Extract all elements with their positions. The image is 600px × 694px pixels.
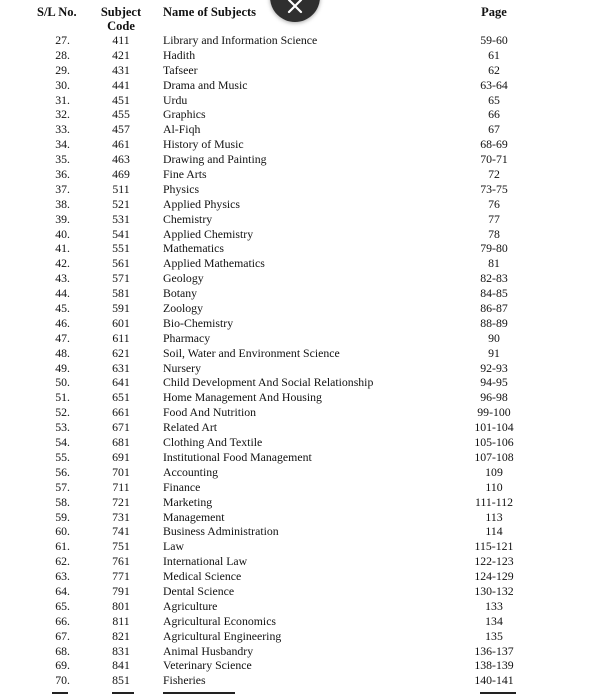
sl-no-cell: 34.: [55, 137, 70, 152]
page-cell: 133: [485, 598, 503, 613]
subject-name-cell: Applied Chemistry: [163, 226, 254, 241]
table-row: [0, 420, 600, 435]
subject-code-cell: 711: [112, 479, 130, 494]
subject-code-cell: 511: [112, 181, 130, 196]
page-cell: 91: [488, 345, 500, 360]
page-cell: 99-100: [477, 405, 511, 420]
table-row: [0, 33, 600, 48]
subject-name-cell: Related Art: [163, 420, 218, 435]
subject-name-cell: Geology: [163, 271, 204, 286]
table-row: [0, 390, 600, 405]
page-cell: 78: [488, 226, 500, 241]
sl-no-cell: 37.: [55, 181, 70, 196]
subject-code-cell: 631: [112, 360, 130, 375]
header-page: Page: [481, 5, 507, 19]
subject-name-cell: Food And Nutrition: [163, 405, 257, 420]
header-subject-code: [97, 5, 145, 33]
table-row: [0, 614, 600, 629]
page-cell: 61: [488, 47, 500, 62]
table-row: [0, 644, 600, 659]
sl-no-cell: 28.: [55, 47, 70, 62]
page-cell: 72: [488, 167, 500, 182]
subject-code-cell: 571: [112, 271, 130, 286]
table-row: [0, 122, 600, 137]
sl-no-cell: 38.: [55, 196, 70, 211]
subject-name-cell: Dental Science: [163, 583, 235, 598]
sl-no-cell: 47.: [55, 330, 70, 345]
subject-code-cell: 691: [112, 449, 130, 464]
sl-no-cell: 46.: [55, 315, 70, 330]
page-cell: 92-93: [480, 360, 508, 375]
subject-code-cell: 561: [112, 256, 130, 271]
subject-name-cell: Bio-Chemistry: [163, 315, 234, 330]
table-row: [0, 93, 600, 108]
page-cell: 136-137: [474, 643, 514, 658]
subject-name-cell: Drawing and Painting: [163, 152, 267, 167]
page-cell: 84-85: [480, 286, 508, 301]
page-cell: 62: [488, 62, 500, 77]
sl-no-cell: 50.: [55, 375, 70, 390]
sl-no-cell: 42.: [55, 256, 70, 271]
page-cell: 140-141: [474, 673, 514, 688]
sl-no-cell: 58.: [55, 494, 70, 509]
subject-name-cell: Soil, Water and Environment Science: [163, 345, 340, 360]
subject-name-cell: Nursery: [163, 360, 202, 375]
subject-name-cell: Agriculture: [163, 598, 218, 613]
subject-name-cell: Botany: [163, 286, 198, 301]
subject-name-cell: Animal Husbandry: [163, 643, 254, 658]
sl-no-cell: 68.: [55, 643, 70, 658]
sl-no-cell: 55.: [55, 449, 70, 464]
table-row: [0, 63, 600, 78]
table-row: [0, 599, 600, 614]
sl-no-cell: 49.: [55, 360, 70, 375]
table-row: [0, 435, 600, 450]
sl-no-cell: 54.: [55, 435, 70, 450]
subject-code-cell: 751: [112, 539, 130, 554]
subject-code-cell: 455: [112, 107, 130, 122]
subject-name-cell: Al-Fiqh: [163, 122, 201, 137]
subject-name-cell: Urdu: [163, 92, 188, 107]
sl-no-cell: 33.: [55, 122, 70, 137]
subject-name-cell: Finance: [163, 479, 201, 494]
page-cell: 81: [488, 256, 500, 271]
subject-code-cell: 531: [112, 211, 130, 226]
subject-code-cell: 741: [112, 524, 130, 539]
subject-code-cell: 841: [112, 658, 130, 673]
page-cell: 94-95: [480, 375, 508, 390]
subject-name-cell: Chemistry: [163, 211, 213, 226]
page-cell: 65: [488, 92, 500, 107]
sl-no-cell: 44.: [55, 286, 70, 301]
subject-code-cell: 671: [112, 420, 130, 435]
page-cell: 138-139: [474, 658, 514, 673]
page-cell: 134: [485, 613, 503, 628]
table-row: [0, 331, 600, 346]
subject-code-cell: 611: [112, 330, 130, 345]
subject-code-cell: 801: [112, 598, 130, 613]
table-row: [0, 361, 600, 376]
table-row: [0, 271, 600, 286]
page-cell: 77: [488, 211, 500, 226]
table-row: [0, 182, 600, 197]
page-cell: 73-75: [480, 181, 508, 196]
page-cell: 79-80: [480, 241, 508, 256]
sl-no-cell: 40.: [55, 226, 70, 241]
table-row: [0, 495, 600, 510]
sl-no-cell: 53.: [55, 420, 70, 435]
subject-name-cell: Child Development And Social Relationship: [163, 375, 374, 390]
subject-name-cell: Drama and Music: [163, 77, 248, 92]
table-row: [0, 286, 600, 301]
page-cell: 124-129: [474, 569, 514, 584]
table-row: [0, 539, 600, 554]
table-row: [0, 197, 600, 212]
table-row: [0, 405, 600, 420]
sl-no-cell: 64.: [55, 583, 70, 598]
subject-name-cell: Fine Arts: [163, 167, 207, 182]
subject-code-cell: 761: [112, 554, 130, 569]
subject-name-cell: Agricultural Economics: [163, 613, 277, 628]
subject-code-cell: 821: [112, 628, 130, 643]
subject-code-cell: 551: [112, 241, 130, 256]
subject-code-cell: 851: [112, 673, 130, 688]
table-row: [0, 569, 600, 584]
subject-name-cell: Accounting: [163, 464, 219, 479]
subject-name-cell: Hadith: [163, 47, 196, 62]
table-row: [0, 227, 600, 242]
subject-code-cell: 731: [112, 509, 130, 524]
subject-name-cell: Graphics: [163, 107, 206, 122]
subject-code-cell: 421: [112, 47, 130, 62]
sl-no-cell: 52.: [55, 405, 70, 420]
page-cell: 110: [485, 479, 503, 494]
subject-name-cell: History of Music: [163, 137, 244, 152]
sl-no-cell: 45.: [55, 301, 70, 316]
page-cell: 70-71: [480, 152, 508, 167]
sl-no-cell: 57.: [55, 479, 70, 494]
subject-name-cell: Business Administration: [163, 524, 279, 539]
subject-name-cell: Tafseer: [163, 62, 198, 77]
table-row: [0, 629, 600, 644]
subject-name-cell: Fisheries: [163, 673, 206, 688]
subject-name-cell: Applied Physics: [163, 196, 241, 211]
sl-no-cell: 48.: [55, 345, 70, 360]
subject-code-cell: 721: [112, 494, 130, 509]
table-row: [0, 301, 600, 316]
table-row: [0, 480, 600, 495]
page-cell: 101-104: [474, 420, 514, 435]
header-subject-code-line2: Code: [107, 19, 135, 33]
sl-no-cell: 70.: [55, 673, 70, 688]
table-row: [0, 48, 600, 63]
subject-code-cell: 457: [112, 122, 130, 137]
page-cell: 90: [488, 330, 500, 345]
page-cell: 115-121: [474, 539, 514, 554]
subject-name-cell: Institutional Food Management: [163, 449, 312, 464]
close-button[interactable]: [270, 0, 320, 22]
subject-name-cell: Veterinary Science: [163, 658, 252, 673]
page-cell: 86-87: [480, 301, 508, 316]
subject-name-cell: Clothing And Textile: [163, 435, 263, 450]
table-row: [0, 658, 600, 673]
page-cell: 67: [488, 122, 500, 137]
table-row: [0, 465, 600, 480]
sl-no-cell: 41.: [55, 241, 70, 256]
table-row: [0, 554, 600, 569]
subject-code-cell: 469: [112, 167, 130, 182]
table-row: [0, 524, 600, 539]
subject-code-cell: 791: [112, 583, 130, 598]
page-cell: 113: [485, 509, 503, 524]
close-icon: [287, 0, 303, 14]
subject-code-cell: 661: [112, 405, 130, 420]
table-row: [0, 241, 600, 256]
page-cell: 68-69: [480, 137, 508, 152]
sl-no-cell: 61.: [55, 539, 70, 554]
header-sl-no: S/L No.: [37, 5, 77, 19]
table-row: [0, 584, 600, 599]
page-cell: 107-108: [474, 449, 514, 464]
subject-name-cell: Medical Science: [163, 569, 242, 584]
subject-code-cell: 431: [112, 62, 130, 77]
page-cell: 122-123: [474, 554, 514, 569]
page-cell: 111-112: [474, 494, 513, 509]
table-row: [0, 107, 600, 122]
page-cell: 66: [488, 107, 500, 122]
page-cell: 76: [488, 196, 500, 211]
subject-code-cell: 521: [112, 196, 130, 211]
sl-no-cell: 31.: [55, 92, 70, 107]
sl-no-cell: 56.: [55, 464, 70, 479]
subject-code-cell: 411: [112, 33, 130, 47]
subject-code-cell: 581: [112, 286, 130, 301]
sl-no-cell: 30.: [55, 77, 70, 92]
table-row: [0, 256, 600, 271]
page-cell: 96-98: [480, 390, 508, 405]
table-row: [0, 78, 600, 93]
header-subject-code-line1: Subject: [100, 5, 142, 19]
sl-no-cell: 59.: [55, 509, 70, 524]
subject-name-cell: Law: [163, 539, 184, 554]
subject-code-cell: 541: [112, 226, 130, 241]
sl-no-cell: 32.: [55, 107, 70, 122]
table-row: [0, 673, 600, 688]
subject-code-cell: 641: [112, 375, 130, 390]
table-row: [0, 450, 600, 465]
table-row: [0, 375, 600, 390]
table-row: [0, 152, 600, 167]
subject-name-cell: International Law: [163, 554, 248, 569]
sl-no-cell: 27.: [55, 33, 70, 47]
sl-no-cell: 36.: [55, 167, 70, 182]
subject-name-cell: Library and Information Science: [163, 33, 318, 47]
table-row: [0, 212, 600, 227]
page-cell: 63-64: [480, 77, 508, 92]
subject-name-cell: Agricultural Engineering: [163, 628, 282, 643]
subject-name-cell: Home Management And Housing: [163, 390, 322, 405]
sl-no-cell: 66.: [55, 613, 70, 628]
subject-code-cell: 461: [112, 137, 130, 152]
subject-name-cell: Applied Mathematics: [163, 256, 265, 271]
page-cell: 82-83: [480, 271, 508, 286]
page-cell: 135: [485, 628, 503, 643]
subject-name-cell: Mathematics: [163, 241, 224, 256]
subject-code-cell: 701: [112, 464, 130, 479]
page-cell: 59-60: [480, 33, 508, 47]
sl-no-cell: 69.: [55, 658, 70, 673]
page-cell: 114: [485, 524, 503, 539]
subject-code-cell: 451: [112, 92, 130, 107]
sl-no-cell: 65.: [55, 598, 70, 613]
subject-code-cell: 771: [112, 569, 130, 584]
sl-no-cell: 29.: [55, 62, 70, 77]
subject-code-cell: 651: [112, 390, 130, 405]
subject-name-cell: Zoology: [163, 301, 203, 316]
subject-code-cell: 621: [112, 345, 130, 360]
header-name-of-subjects: Name of Subjects: [163, 5, 257, 19]
subject-code-cell: 463: [112, 152, 130, 167]
subject-code-cell: 681: [112, 435, 130, 450]
table-row: [0, 510, 600, 525]
subject-code-cell: 811: [112, 613, 130, 628]
sl-no-cell: 67.: [55, 628, 70, 643]
page-cell: 105-106: [474, 435, 514, 450]
table-row: [0, 346, 600, 361]
sl-no-cell: 63.: [55, 569, 70, 584]
table-row: [0, 137, 600, 152]
subject-code-cell: 591: [112, 301, 130, 316]
sl-no-cell: 51.: [55, 390, 70, 405]
table-row: [0, 167, 600, 182]
table-row: [0, 316, 600, 331]
sl-no-cell: 60.: [55, 524, 70, 539]
subject-name-cell: Management: [163, 509, 225, 524]
page-cell: 109: [485, 464, 503, 479]
subject-name-cell: Physics: [163, 181, 200, 196]
subject-code-cell: 831: [112, 643, 130, 658]
sl-no-cell: 39.: [55, 211, 70, 226]
subject-name-cell: Marketing: [163, 494, 213, 509]
subject-code-cell: 601: [112, 315, 130, 330]
subject-table: [0, 33, 600, 688]
sl-no-cell: 62.: [55, 554, 70, 569]
subject-name-cell: Pharmacy: [163, 330, 211, 345]
sl-no-cell: 35.: [55, 152, 70, 167]
page-cell: 88-89: [480, 315, 508, 330]
sl-no-cell: 43.: [55, 271, 70, 286]
subject-code-cell: 441: [112, 77, 130, 92]
page-cell: 130-132: [474, 583, 514, 598]
